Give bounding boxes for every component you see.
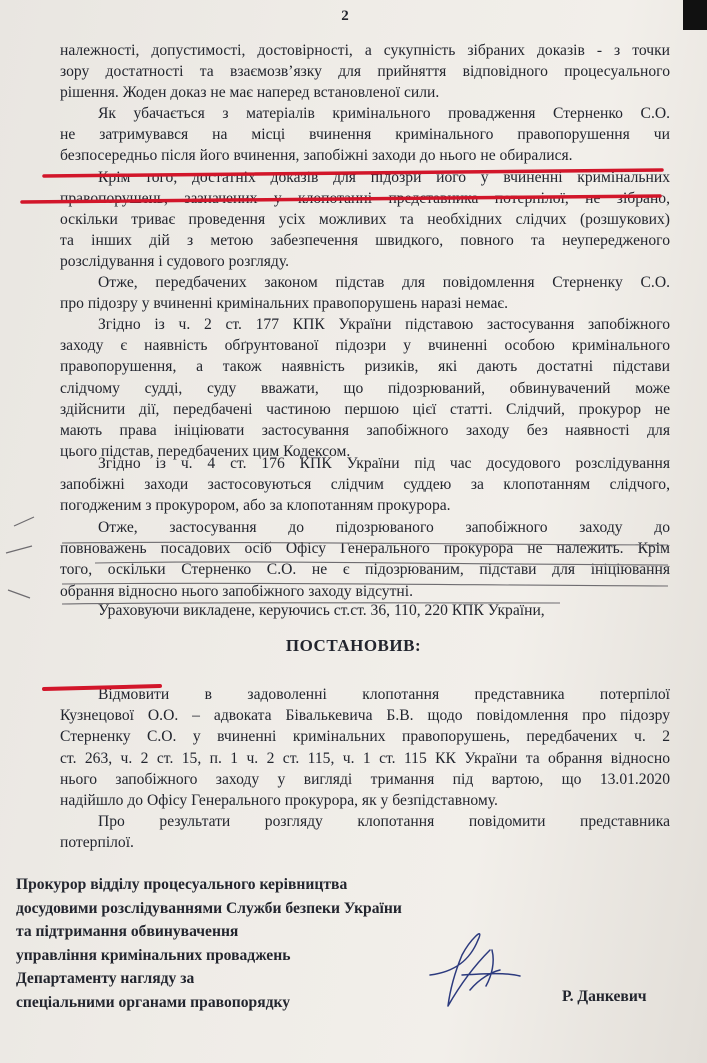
text-line: Як убачається з матеріалів кримінального провадження Стерненко С.О.: [98, 105, 670, 122]
text-line: ст. 263, ч. 2 ст. 15, п. 1 ч. 2 ст. 115, ч. 1 ст. 115 КК України та обрання відносно: [60, 749, 670, 767]
text-line: слідчому судді, суду вважати, що підозрюваний, обвинувачений може: [60, 379, 670, 397]
text-line: повноважень посадових осіб Офісу Генерального прокурора не належить. Крім: [60, 540, 670, 558]
ruling-heading: ПОСТАНОВИВ:: [285, 636, 422, 655]
sig-line: досудовими розслідуваннями Служби безпеки України: [16, 899, 402, 917]
text-line: Згідно із ч. 2 ст. 177 КПК України підставою застосування запобіжного: [98, 316, 670, 333]
text-line: та інших дій з метою забезпечення швидкого, повного та неупередженого: [60, 232, 670, 250]
pencil-tick-3: [8, 590, 30, 598]
text-line: Відмовити в задоволенні клопотання представника потерпілої: [98, 686, 670, 703]
text-line: заходу є наявність обґрунтованої підозри у вчиненні особою кримінального: [60, 337, 670, 355]
text-line: надійшло до Офісу Генерального прокурора, як у безпідставному.: [60, 792, 498, 810]
text-line: правопорушення, а також наявність ризиків, які дають достатні підстави: [60, 358, 670, 376]
paragraph-art177: [60, 314, 670, 462]
paragraph-decision: [60, 684, 670, 811]
paragraph-materials: [60, 103, 670, 273]
sig-line: управління кримінальних проваджень: [16, 946, 291, 964]
text-line: рішення. Жоден доказ не має наперед встановленої сили.: [60, 84, 440, 102]
text-line: обрання відносно нього запобіжного заходу відсутні.: [60, 582, 413, 600]
pencil-tick-2: [6, 546, 32, 553]
paragraph-guided: [60, 600, 670, 621]
text-line: того, оскільки Стерненко С.О. не є підозрюваним, підстави для ініціювання: [60, 561, 670, 579]
text-line: Крім того, достатніх доказів для підозри його у вчиненні кримінальних: [98, 168, 670, 186]
text-line: оскільки триває проведення усіх можливих та необхідних слідчих (розшукових): [60, 211, 670, 229]
sig-line: Прокурор відділу процесуального керівництва: [16, 876, 348, 893]
text-line: Про результати розгляду клопотання повідомити представника: [98, 813, 670, 830]
pencil-tick-1: [14, 517, 34, 526]
text-line: безпосередньо після його вчинення, запобіжні заходи до нього не обиралися.: [60, 147, 573, 165]
paragraph-admissibility: [60, 40, 670, 104]
sig-line: та підтримання обвинувачення: [16, 923, 239, 940]
text-line: про підозру у вчиненні кримінальних правопорушень наразі немає.: [60, 295, 508, 313]
text-line: нього запобіжного заходу у вигляді тримання під вартою, що 13.01.2020: [60, 770, 670, 788]
text-line: мають права ініціювати застосування запобіжного заходу без наявності для: [60, 422, 670, 440]
text-line: погодженим з прокурором, або за клопотанням прокурора.: [60, 497, 451, 515]
sig-line: Департаменту нагляду за: [16, 970, 195, 987]
text-line: розслідування і судового розгляду.: [60, 253, 289, 271]
paragraph-not-competent: [60, 517, 670, 602]
text-line: Кузнецової О.О. – адвоката Бівалькевича Б.В. щодо повідомлення про підозру: [60, 707, 670, 725]
paragraph-no-grounds: [60, 272, 670, 314]
text-line: запобіжні заходи застосовуються слідчим суддею за клопотанням слідчого,: [60, 476, 670, 494]
signer-name: Р. Данкевич: [562, 988, 647, 1005]
text-line: не затримувався на місці вчинення кримінального правопорушення чи: [60, 126, 670, 144]
text-line: Стерненку С.О. у вчиненні кримінальних правопорушень, передбачених ч. 2: [60, 728, 670, 746]
text-line: Ураховуючи викладене, керуючись ст.ст. 36, 110, 220 КПК України,: [98, 602, 545, 619]
paragraph-notify: [60, 811, 670, 853]
text-line: Отже, застосування до підозрюваного запобіжного заходу до: [98, 519, 670, 536]
text-line: потерпілої.: [60, 834, 134, 852]
text-line: Згідно із ч. 4 ст. 176 КПК України під час досудового розслідування: [98, 455, 670, 472]
text-line: належності, допустимості, достовірності, а сукупність зібраних доказів - з точки: [60, 42, 670, 59]
text-line: правопорушень, зазначених у клопотанні представника потерпілої, не зібрано,: [60, 189, 670, 207]
text-line: здійснити дії, передбачені частиною першою цієї статті. Слідчий, прокурор не: [60, 400, 670, 418]
text-line: цього підстав, передбачених цим Кодексом.: [60, 443, 351, 461]
text-line: Отже, передбачених законом підстав для повідомлення Стерненку С.О.: [98, 274, 670, 291]
text-line: зору достатності та взаємозв’язку для прийняття відповідного процесуального: [60, 63, 670, 81]
sig-line: спеціальними органами правопорядку: [16, 993, 291, 1011]
page-number: 2: [341, 8, 349, 24]
signature-block-title: [16, 873, 516, 1014]
paragraph-art176: [60, 453, 670, 517]
